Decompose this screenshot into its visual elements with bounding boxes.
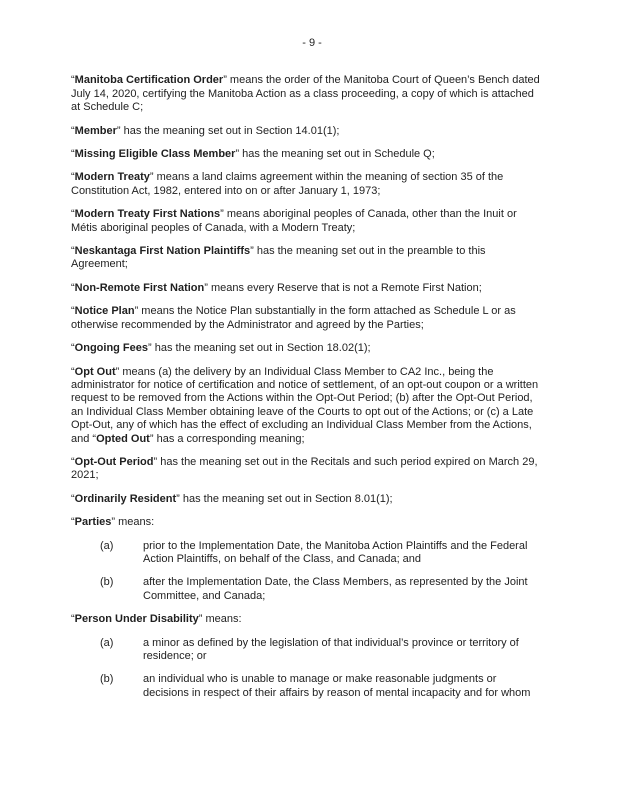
defined-term: Opt-Out Period [74,455,154,468]
definition-text: “ [71,365,75,378]
definition-text: ” means: [111,516,155,529]
defined-term: Person Under Disability [74,613,199,626]
definition-text: “ [71,124,75,137]
definition-text: “ [71,613,75,626]
definition-text: “ [71,342,75,355]
definition-paragraph [71,125,542,138]
definition-text: ” means aboriginal peoples of Canada, other than the Inuit or Métis aboriginal peoples of Canada, with a Modern Treaty; [71,208,517,234]
defined-term: Modern Treaty First Nations [74,208,221,221]
page-number: - 9 - [302,37,322,49]
defined-term: Notice Plan [74,305,135,318]
definition-paragraph [71,366,542,446]
subclause [71,637,542,664]
definition-paragraph [71,516,542,529]
definition-text: “ [71,455,75,468]
subclause [71,673,542,700]
subclause-label: (a) [100,636,114,649]
definition-paragraph [71,148,542,161]
defined-term: Non-Remote First Nation [74,281,205,294]
definition-paragraph [71,456,542,483]
definition-text: “ [71,148,75,161]
definition-text: “ [71,208,75,221]
defined-term: Manitoba Certification Order [74,74,224,87]
defined-term: Parties [74,516,112,529]
definition-text: “ [71,245,75,258]
definition-text: ” has the meaning set out in Section 18.02(1); [148,342,371,355]
definition-text: “ [71,305,75,318]
defined-term: Ordinarily Resident [74,492,177,505]
subclause [71,540,542,567]
definition-paragraph [71,342,542,355]
subclause-text: a minor as defined by the legislation of that individual’s province or territory of residence; or [143,636,519,662]
definition-paragraph [71,613,542,626]
definition-text: ” has the meaning set out in Section 14.01(1); [116,124,340,137]
definition-paragraph [71,493,542,506]
definition-paragraph [71,208,542,235]
document-body [71,74,542,700]
definition-text: ” means: [198,613,242,626]
definition-paragraph [71,171,542,198]
defined-term: Neskantaga First Nation Plaintiffs [74,245,251,258]
definition-paragraph [71,282,542,295]
defined-term: Ongoing Fees [74,342,149,355]
defined-term: Opt Out [74,365,116,378]
defined-term: Missing Eligible Class Member [74,148,236,161]
defined-term: Opted Out [96,432,150,445]
subclause-label: (b) [100,576,114,589]
definition-text: ” means the order of the Manitoba Court of Queen’s Bench dated July 14, 2020, certifying the Manitoba Action as a class proceeding, a copy of which is attached at Schedule C; [71,74,540,114]
defined-term: Modern Treaty [74,171,150,184]
definition-text: ” has a corresponding meaning; [149,432,305,445]
subclause [71,576,542,603]
subclause-label: (b) [100,673,114,686]
definition-text: ” has the meaning set out in Schedule Q; [235,148,435,161]
subclause-text: after the Implementation Date, the Class Members, as represented by the Joint Committee, and Canada; [143,576,528,602]
definition-text: “ [71,281,75,294]
subclause-text: prior to the Implementation Date, the Manitoba Action Plaintiffs and the Federal Action Plaintiffs, on behalf of the Class, and Canada; and [143,539,528,565]
definition-text: ” means (a) the delivery by an Individual Class Member to CA2 Inc., being the administrator for notice of certification and notice of settlement, of an opt-out coupon or a written request to be removed from the Actions within the Opt-Out Period; (b) after the Opt-Out Period, an Individual Class Member obtaining leave of the Courts to opt out of the Actions; or (c) a Late Opt-Out, any of which has the effect of excluding an Individual Class Member from the Actions, and “ [71,365,539,445]
definition-paragraph [71,74,542,114]
defined-term: Member [74,124,117,137]
definition-text: ” means the Notice Plan substantially in the form attached as Schedule L or as otherwise recommended by the Administrator and agreed by the Parties; [71,305,516,331]
definition-text: ” has the meaning set out in the preamble to this Agreement; [71,245,486,271]
definition-text: ” has the meaning set out in the Recitals and such period expired on March 29, 2021; [71,455,538,482]
definition-text: “ [71,171,75,184]
definition-text: “ [71,492,75,505]
definition-text: “ [71,516,75,529]
subclause-label: (a) [100,539,114,552]
definition-text: ” means every Reserve that is not a Remote First Nation; [204,281,482,294]
definition-text: ” means a land claims agreement within the meaning of section 35 of the Constitution Act, 1982, entered into on or after January 1, 1973; [71,171,504,197]
definition-paragraph [71,305,542,332]
subclause-text: an individual who is unable to manage or make reasonable judgments or decisions in respect of their affairs by reason of mental incapacity and for whom [143,673,531,699]
definition-text: ” has the meaning set out in Section 8.01(1); [176,492,393,505]
definition-text: “ [71,74,75,87]
definition-paragraph [71,245,542,272]
